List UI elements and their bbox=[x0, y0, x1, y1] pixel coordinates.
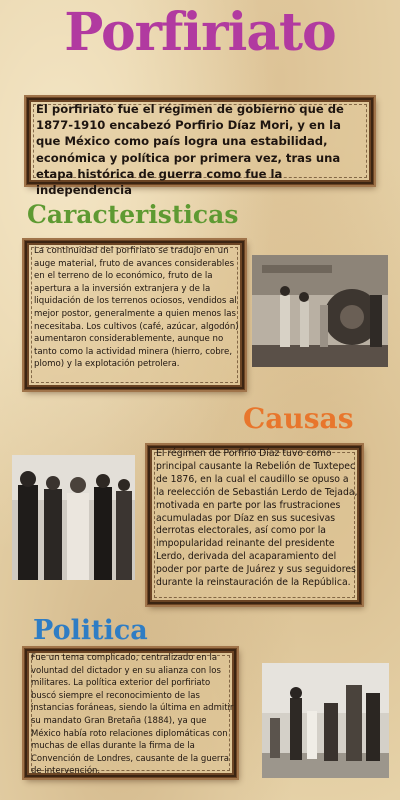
politica-text: Fue un tema complicado, centralizado en la voluntad del dictador y en su alianza con los militares. La política exterior del porfiriato buscó siempre el reconocimiento de las instancias foráneas, siendo la última en admitir su mandato Gran Bretaña (1884), ya que México había roto relaciones diplomáticas con muchas de ellas durante la firma de la Convención de Londres, causante de la guerra de intervención. bbox=[31, 653, 234, 777]
page-title: Porfiriato bbox=[64, 2, 336, 63]
caracteristicas-heading: Caracteristicas bbox=[27, 200, 239, 229]
intro-text: El porfiriato fue el régimen de gobierno que de 1877-1910 encabezó Porfirio Díaz Mori, y en la que México como país logra una estabilidad, económica y política por primera vez, tras una etapa histórica de guerra como fue la independencia bbox=[36, 102, 344, 198]
politica-heading: Politica bbox=[33, 615, 148, 646]
causas-text: El régimen de Porfirio Díaz tuvo como principal causante la Rebelión de Tuxtepec de 1876, en la cual el caudillo se opuso a la reelección de Sebastián Lerdo de Tejada, motivada en parte por las frustraciones acumuladas por Díaz en sus sucesivas derrotas electorales, así como por la impopularidad reinante del presidente Lerdo, derivada del acaparamiento del poder por parte de Juárez y sus seguidores durante la reinstauración de la República. bbox=[156, 448, 358, 589]
soldiers-photo bbox=[262, 663, 389, 778]
causas-heading: Causas bbox=[243, 402, 354, 435]
workers-photo bbox=[252, 255, 388, 367]
caracteristicas-text: La continuidad del porfiriato se tradujo en un auge material, fruto de avances considerables en el terreno de lo económico, fruto de la apertura a la inversión extranjera y de la liquidación de los terrenos ociosos, vendidos al mejor postor, generalmente a quien menos las necesitaba. Los cultivos (café, azúcar, algodón) aumentaron considerablemente, aunque no tanto como la actividad minera (hierro, cobre, plomo) y la explotación petrolera. bbox=[34, 246, 239, 370]
officials-photo bbox=[12, 455, 135, 580]
